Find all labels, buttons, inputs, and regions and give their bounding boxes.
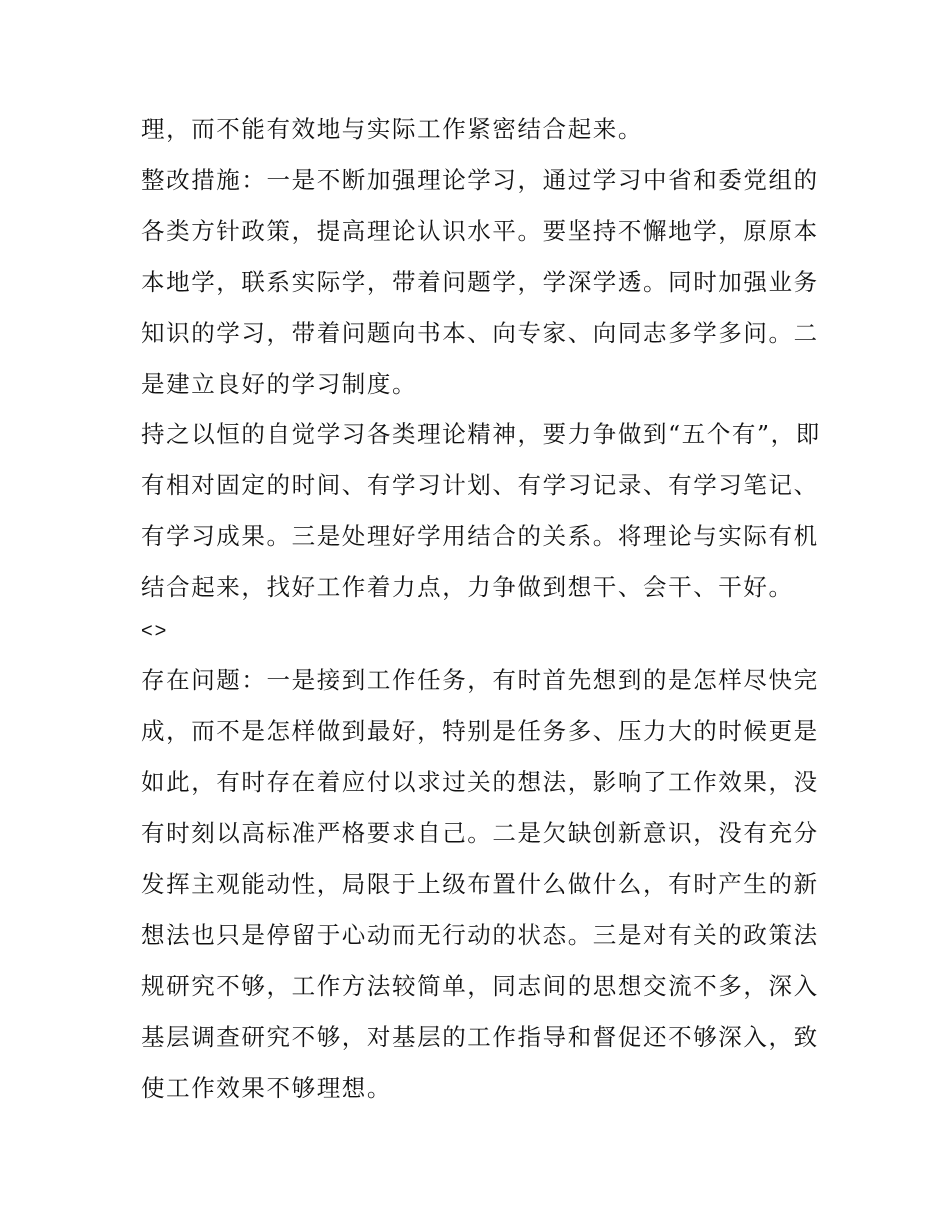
paragraph-line: 想法也只是停留于心动而无行动的状态。三是对有关的政策法 (141, 921, 819, 949)
paragraph-line: 成，而不是怎样做到最好，特别是任务多、压力大的时候更是 (141, 717, 819, 745)
paragraph-line: 规研究不够，工作方法较简单，同志间的思想交流不多，深入 (141, 972, 819, 1000)
paragraph-line: 如此，有时存在着应付以求过关的想法，影响了工作效果，没 (141, 768, 819, 796)
section-marker (141, 609, 821, 653)
marker-text: <> (141, 620, 169, 642)
paragraph-line: 理，而不能有效地与实际工作紧密结合起来。 (141, 115, 643, 143)
paragraph-line: 整改措施：一是不断加强理论学习，通过学习中省和委党组的 (141, 166, 819, 194)
paragraph-line: 知识的学习，带着问题向书本、向专家、向同志多学多问。二 (141, 319, 819, 347)
paragraph-3 (141, 409, 821, 613)
paragraph-2 (141, 155, 821, 410)
paragraph-line: 有学习成果。三是处理好学用结合的关系。将理论与实际有机 (141, 522, 819, 550)
paragraph-line: 有相对固定的时间、有学习计划、有学习记录、有学习笔记、 (141, 471, 819, 499)
paragraph-line: 结合起来，找好工作着力点，力争做到想干、会干、干好。 (141, 573, 794, 601)
paragraph-line: 存在问题：一是接到工作任务，有时首先想到的是怎样尽快完 (141, 666, 819, 694)
paragraph-line: 有时刻以高标准严格要求自己。二是欠缺创新意识，没有充分 (141, 819, 819, 847)
paragraph-line: 本地学，联系实际学，带着问题学，学深学透。同时加强业务 (141, 268, 819, 296)
paragraph-line: 发挥主观能动性，局限于上级布置什么做什么，有时产生的新 (141, 870, 819, 898)
paragraph-4 (141, 655, 821, 1114)
paragraph-line: 基层调查研究不够，对基层的工作指导和督促还不够深入，致 (141, 1023, 819, 1051)
paragraph-line: 持之以恒的自觉学习各类理论精神，要力争做到“五个有”，即 (141, 420, 821, 448)
paragraph-1 (141, 104, 821, 155)
paragraph-line: 各类方针政策，提高理论认识水平。要坚持不懈地学，原原本 (141, 217, 819, 245)
paragraph-line: 使工作效果不够理想。 (141, 1074, 392, 1102)
paragraph-line: 是建立良好的学习制度。 (141, 370, 418, 398)
